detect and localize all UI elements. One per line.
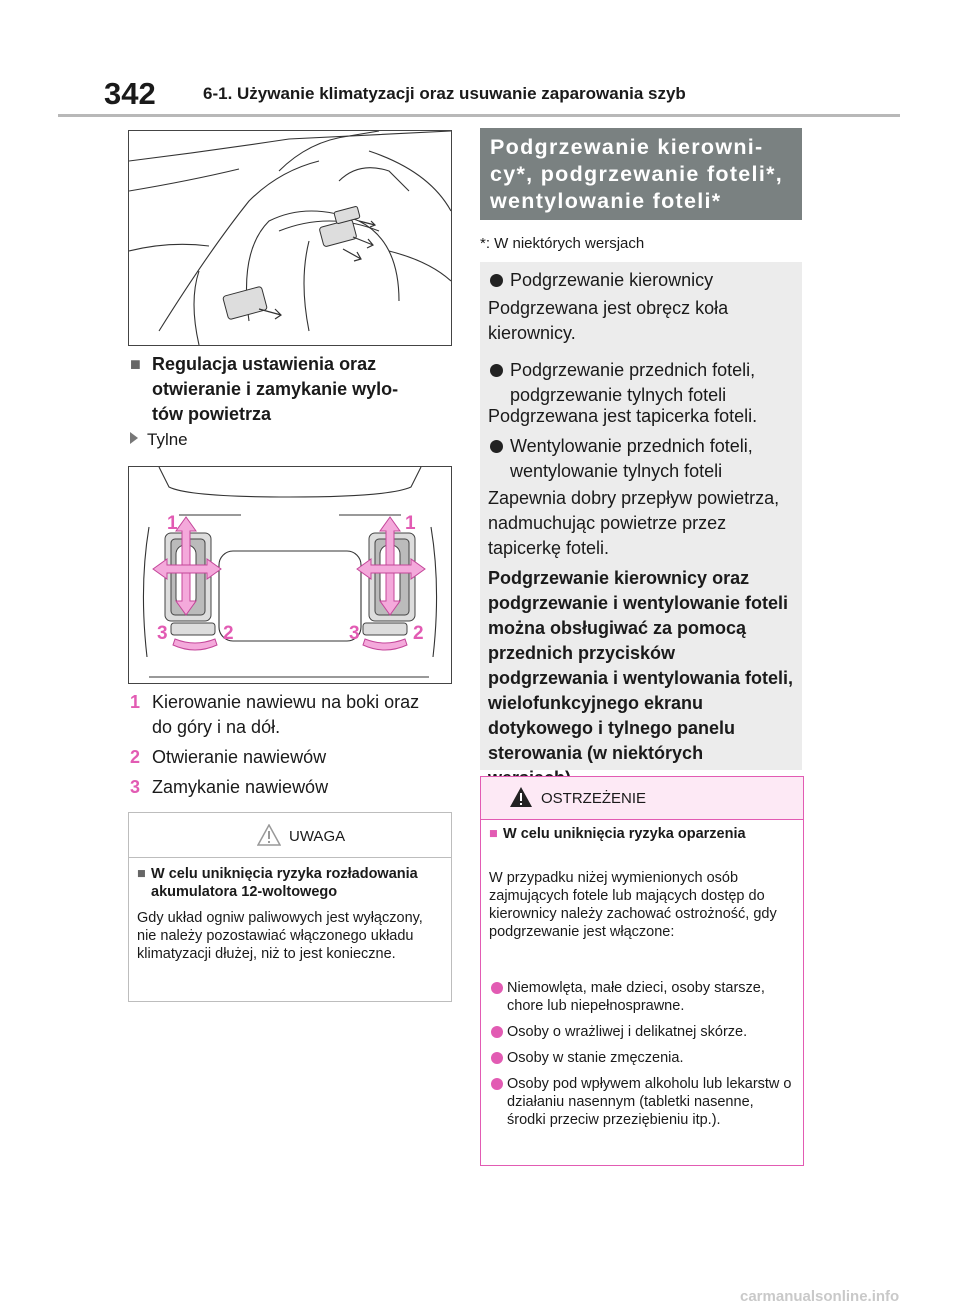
section-heading-line: otwieranie i zamykanie wylo- [152,379,399,399]
bullet-icon [491,1026,503,1038]
feature-title-text: Podgrzewanie przednich foteli, podgrzewanie tylnych foteli [510,360,756,405]
bullet-icon [490,274,503,287]
seat-vents-illustration [128,130,452,346]
feature-title [488,434,794,484]
legend-item [130,775,440,800]
caution-box [128,812,452,1002]
bullet-icon [490,364,503,377]
legend-text: Otwieranie nawiewów [152,747,327,767]
warning-heading [489,825,795,843]
section-heading-line: Regulacja ustawienia oraz [152,354,377,374]
figure-label-1: 1 [167,513,178,534]
warning-bullet-text: Niemowlęta, małe dzieci, osoby starsze, chore lub niepełnosprawne. [507,980,765,1014]
triangle-bullet-icon [130,432,138,444]
bullet-icon [491,982,503,994]
feature-title-text: Podgrzewanie kierownicy [510,270,714,290]
feature-description: Zapewnia dobry przepływ powietrza, nadmuchując powietrze przez tapicerkę foteli. [488,488,780,558]
legend-text: Kierowanie nawiewu na boki oraz do góry i na dół. [152,692,420,737]
warning-bullet [489,1049,795,1067]
subheading-rear [130,430,188,450]
figure-label-2: 2 [413,623,424,644]
legend-number: 3 [130,777,141,797]
caution-body: Gdy układ ogniw paliwowych jest wyłączony, nie należy pozostawiać włączonego układu klimatyzacji dłużej, niż to jest konieczne. [137,910,423,962]
square-bullet-icon: ■ [137,866,146,882]
warning-bullet-text: Osoby pod wpływem alkoholu lub lekarstw o działaniu nasennym (tabletki nasenne, środki przeciw przeziębieniu itp.). [507,1076,792,1128]
caution-title: UWAGA [289,828,346,845]
warning-bullet [489,1023,795,1041]
warning-bullet-text: Osoby o wrażliwej i delikatnej skórze. [507,1024,748,1040]
warning-heading-text: W celu uniknięcia ryzyka oparzenia [503,826,746,842]
header-divider [58,114,900,117]
feature-title-text: Wentylowanie przednich foteli, wentylowanie tylnych foteli [510,436,753,481]
square-bullet-icon: ■ [489,826,498,842]
feature-title [488,358,794,408]
banner-line: Podgrzewanie kierowni- [490,135,764,159]
figure-label-3: 3 [349,623,360,644]
caution-triangle-icon [257,824,281,846]
warning-triangle-icon [509,786,533,808]
features-box [480,262,802,770]
banner-line: wentylowanie foteli* [490,189,722,213]
legend-number: 1 [130,692,141,712]
warning-box [480,776,804,1166]
square-bullet-icon: ■ [130,354,141,374]
availability-note: *: W niektórych wersjach [480,235,645,252]
feature-description: Podgrzewana jest tapicerka foteli. [488,406,758,426]
warning-bullet [489,1075,795,1129]
bullet-icon [491,1078,503,1090]
feature-title [488,268,794,293]
bullet-icon [490,440,503,453]
figure-label-2: 2 [223,623,234,644]
bullet-icon [491,1052,503,1064]
figure-label-3: 3 [157,623,168,644]
warning-title: OSTRZEŻENIE [541,790,647,807]
caution-heading-text: W celu uniknięcia ryzyka rozładowania akumulatora 12-woltowego [151,866,418,900]
banner-line: cy*, podgrzewanie foteli*, [490,162,784,186]
feature-description: Podgrzewana jest obręcz koła kierownicy. [488,298,729,343]
page-number: 342 [104,76,156,111]
section-heading-vents [130,352,430,427]
warning-bullet [489,979,795,1015]
operation-note: Podgrzewanie kierownicy oraz podgrzewanie i wentylowanie foteli można obsługiwać za pomocą przednich przycisków podgrzewania i wentylowania foteli, wielofunkcyjnego ekranu dotykowego i tylnego panelu sterowania (w niektórych [488,568,794,763]
rear-vents-illustration [128,466,452,684]
caution-header [129,813,451,858]
warning-header [481,777,803,820]
subheading-label: Tylne [147,430,188,449]
section-banner [480,128,802,220]
footer-watermark: carmanualsonline.info [740,1288,900,1305]
legend-text: Zamykanie nawiewów [152,777,329,797]
legend-item [130,745,440,770]
section-heading-line: tów powietrza [152,404,272,424]
caution-heading [137,865,443,901]
warning-bullet-text: Osoby w stanie zmęczenia. [507,1050,684,1066]
chapter-title: 6-1. Używanie klimatyzacji oraz usuwanie zaparowania szyb [203,84,686,103]
warning-body: W przypadku niżej wymienionych osób zajmujących fotele lub mających dostęp do kierownicy należy zachować ostrożność, gdy podgrzewanie jest włączone: [489,870,777,940]
legend-number: 2 [130,747,141,767]
figure-label-1: 1 [405,513,416,534]
legend-item [130,690,440,740]
